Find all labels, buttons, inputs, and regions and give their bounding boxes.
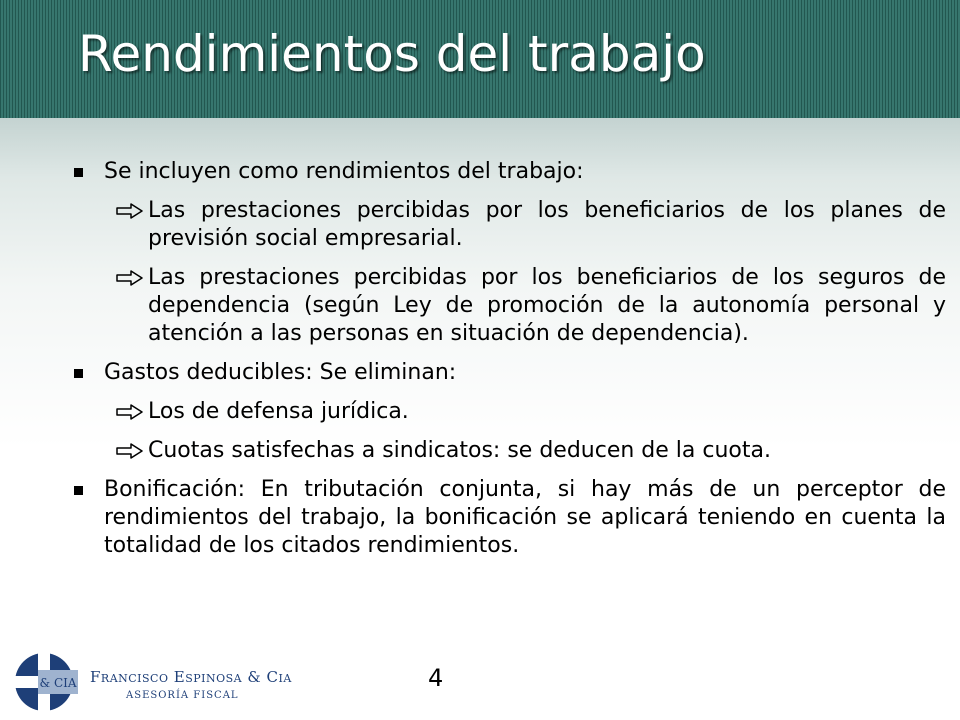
sub-bullet-item [70,398,946,426]
sub-bullet-item [70,437,946,465]
bullet-text: Bonificación: En tributación conjunta, si hay más de un perceptor de rendimientos del trabajo, la bonificación se aplicará teniendo en cuenta la totalidad de los citados rendimientos. [104,477,946,558]
slide-title: Rendimientos del trabajo [78,25,706,83]
bullet-text: Se incluyen como rendimientos del trabajo: [104,159,584,184]
logo-mark-text: & CIA [39,676,77,690]
logo-mark-icon [8,652,88,712]
outline-arrow-icon [115,403,145,421]
sub-bullet-text: Cuotas satisfechas a sindicatos: se deducen de la cuota. [148,438,771,463]
bullet-item [70,476,946,560]
logo-subtitle: ASESORÍA FISCAL [126,690,239,701]
square-bullet-icon [74,486,83,495]
logo-company-name: Francisco Espinosa & Cia [90,668,292,686]
sub-bullet-text: Los de defensa jurídica. [148,399,409,424]
bullet-item [70,158,946,186]
sub-bullet-text: Las prestaciones percibidas por los beneficiarios de los planes de previsión social empresarial. [148,198,946,251]
sub-bullet-item [70,264,946,348]
sub-bullet-item [70,197,946,253]
company-logo [8,652,318,712]
outline-arrow-icon [115,269,145,287]
square-bullet-icon [74,168,83,177]
bullet-list [70,158,946,571]
page-number: 4 [428,664,444,692]
bullet-item [70,359,946,387]
slide-header [0,0,960,118]
square-bullet-icon [74,369,83,378]
bullet-text: Gastos deducibles: Se eliminan: [104,360,457,385]
sub-bullet-text: Las prestaciones percibidas por los beneficiarios de los seguros de dependencia (según Ley de promoción de la autonomía personal y atención a las personas en situación de dependencia). [148,265,946,346]
outline-arrow-icon [115,202,145,220]
outline-arrow-icon [115,442,145,460]
